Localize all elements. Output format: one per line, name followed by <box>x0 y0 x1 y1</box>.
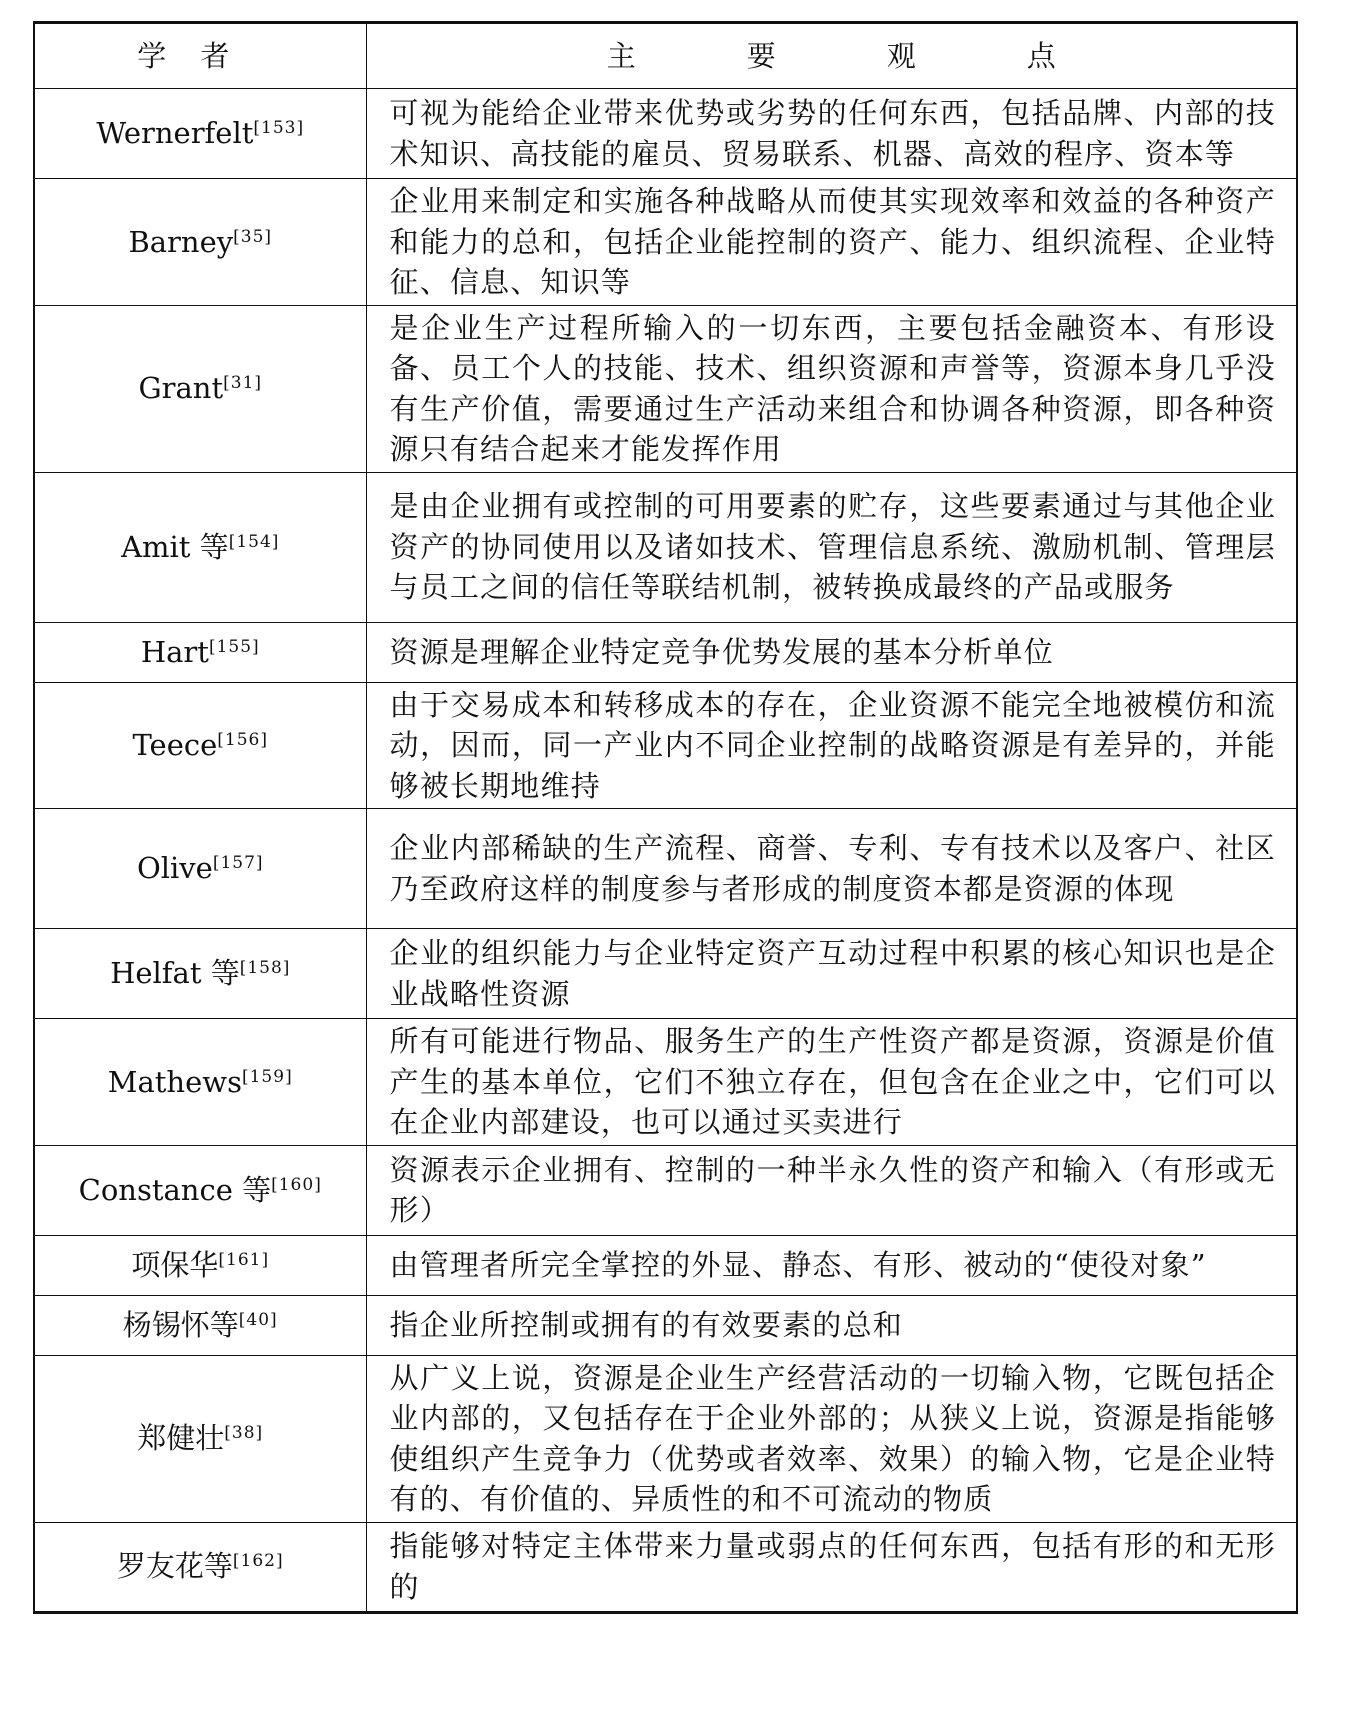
citation-ref: [162] <box>232 1551 284 1572</box>
author-cell <box>34 472 366 622</box>
header-view-char: 点 <box>1026 38 1056 73</box>
author-name: Helfat 等 <box>110 956 240 991</box>
author-cell <box>34 1355 366 1522</box>
citation-ref: [40] <box>238 1309 278 1330</box>
table-row <box>34 929 1297 1019</box>
author-name: Hart <box>140 634 209 669</box>
author-cell <box>34 929 366 1019</box>
author-name: Olive <box>136 851 213 886</box>
citation-ref: [155] <box>208 636 260 657</box>
author-cell <box>34 622 366 682</box>
author-cell <box>34 305 366 472</box>
view-cell: 企业的组织能力与企业特定资产互动过程中积累的核心知识也是企业战略性资源 <box>366 929 1297 1019</box>
author-name: Grant <box>138 371 224 406</box>
view-cell: 从广义上说，资源是企业生产经营活动的一切输入物，它既包括企业内部的，又包括存在于企业外部的；从狭义上说，资源是指能够使组织产生竞争力（优势或者效率、效果）的输入物，它是企业特有的、有价值的、异质性的和不可流动的物质 <box>366 1355 1297 1522</box>
table-row <box>34 1019 1297 1146</box>
citation-ref: [31] <box>223 373 263 394</box>
view-cell: 是企业生产过程所输入的一切东西，主要包括金融资本、有形设备、员工个人的技能、技术、组织资源和声誉等，资源本身几乎没有生产价值，需要通过生产活动来组合和协调各种资源，即各种资源只有结合起来才能发挥作用 <box>366 305 1297 472</box>
table-row <box>34 622 1297 682</box>
citation-ref: [160] <box>271 1174 322 1195</box>
view-cell: 由管理者所完全掌控的外显、静态、有形、被动的“使役对象” <box>366 1235 1297 1295</box>
author-name: Barney <box>128 224 234 259</box>
view-cell: 企业用来制定和实施各种战略从而使其实现效率和效益的各种资产和能力的总和，包括企业能控制的资产、能力、组织流程、企业特征、信息、知识等 <box>366 179 1297 306</box>
citation-ref: [154] <box>228 531 280 552</box>
author-cell <box>34 809 366 929</box>
author-cell <box>34 1019 366 1146</box>
author-cell <box>34 1295 366 1355</box>
header-view-char: 要 <box>746 38 776 73</box>
citation-ref: [153] <box>253 118 305 139</box>
citation-ref: [161] <box>218 1249 270 1270</box>
table-row <box>34 1145 1297 1235</box>
author-name: Mathews <box>107 1064 242 1099</box>
resource-definitions-table <box>33 21 1298 1614</box>
view-cell: 资源表示企业拥有、控制的一种半永久性的资产和输入（有形或无形） <box>366 1145 1297 1235</box>
citation-ref: [156] <box>217 730 269 750</box>
author-cell <box>34 1235 366 1295</box>
header-view <box>366 23 1297 89</box>
header-view-char: 主 <box>606 38 636 73</box>
table-row <box>34 1235 1297 1295</box>
table-row <box>34 1355 1297 1522</box>
view-cell: 资源是理解企业特定竞争优势发展的基本分析单位 <box>366 622 1297 682</box>
author-name: 郑健壮 <box>137 1421 225 1456</box>
view-cell: 企业内部稀缺的生产流程、商誉、专利、专有技术以及客户、社区乃至政府这样的制度参与者形成的制度资本都是资源的体现 <box>366 809 1297 929</box>
table-row <box>34 472 1297 622</box>
author-name: Amit 等 <box>121 529 229 564</box>
author-name: Teece <box>132 728 218 762</box>
table-header-row <box>34 23 1297 89</box>
citation-ref: [158] <box>239 958 291 979</box>
author-cell <box>34 1522 366 1612</box>
table-row <box>34 682 1297 809</box>
view-cell: 所有可能进行物品、服务生产的生产性资产都是资源，资源是价值产生的基本单位，它们不独立存在，但包含在企业之中，它们可以在企业内部建设，也可以通过买卖进行 <box>366 1019 1297 1146</box>
view-cell: 指能够对特定主体带来力量或弱点的任何东西，包括有形的和无形的 <box>366 1522 1297 1612</box>
header-author: 学者 <box>34 23 366 89</box>
author-cell <box>34 1145 366 1235</box>
citation-ref: [159] <box>241 1066 293 1087</box>
author-name: 杨锡怀等 <box>122 1307 239 1342</box>
citation-ref: [38] <box>224 1423 264 1444</box>
author-name: 罗友花等 <box>116 1549 233 1584</box>
table-row <box>34 809 1297 929</box>
citation-ref: [35] <box>233 226 273 247</box>
citation-ref: [157] <box>212 853 264 874</box>
author-name: Wernerfelt <box>96 116 254 151</box>
table-row <box>34 1295 1297 1355</box>
author-cell <box>34 682 366 809</box>
table-row <box>34 305 1297 472</box>
view-cell: 指企业所控制或拥有的有效要素的总和 <box>366 1295 1297 1355</box>
author-name: 项保华 <box>131 1247 219 1282</box>
view-cell: 可视为能给企业带来优势或劣势的任何东西，包括品牌、内部的技术知识、高技能的雇员、贸易联系、机器、高效的程序、资本等 <box>366 89 1297 179</box>
table-row <box>34 1522 1297 1612</box>
header-view-char: 观 <box>886 38 916 73</box>
table-row <box>34 179 1297 306</box>
author-cell <box>34 89 366 179</box>
view-cell: 由于交易成本和转移成本的存在，企业资源不能完全地被模仿和流动，因而，同一产业内不同企业控制的战略资源是有差异的，并能够被长期地维持 <box>366 682 1297 809</box>
table-body <box>34 89 1297 1613</box>
table-row <box>34 89 1297 179</box>
author-name: Constance 等 <box>78 1172 272 1207</box>
author-cell <box>34 179 366 306</box>
view-cell: 是由企业拥有或控制的可用要素的贮存，这些要素通过与其他企业资产的协同使用以及诸如技术、管理信息系统、激励机制、管理层与员工之间的信任等联结机制，被转换成最终的产品或服务 <box>366 472 1297 622</box>
